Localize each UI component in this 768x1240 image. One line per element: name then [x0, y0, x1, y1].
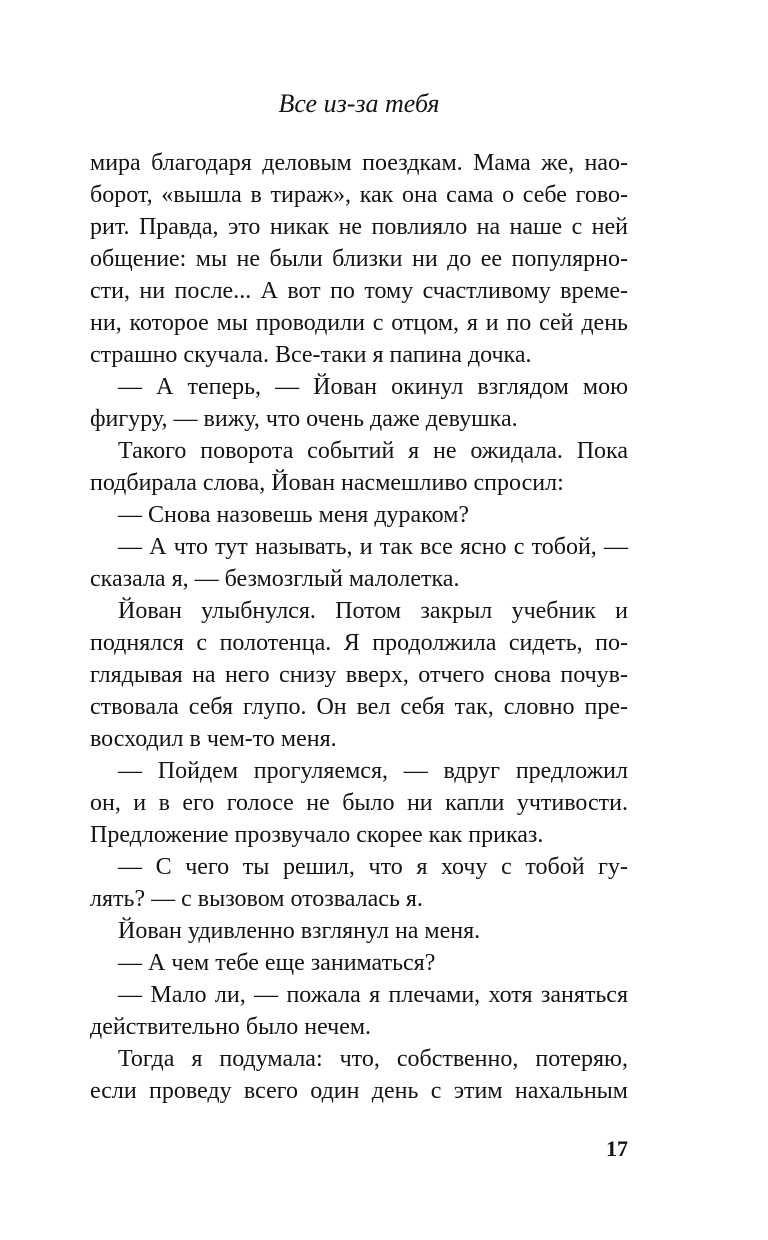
text-line: — С чего ты решил, что я хочу с тобой гу-: [118, 854, 628, 880]
text-line: мира благодаря деловым поездкам. Мама же, нао-: [90, 150, 628, 176]
text-line: общение: мы не были близки ни до ее популярно-: [90, 246, 628, 272]
text-line: — А теперь, — Йован окинул взглядом мою: [118, 374, 628, 400]
paragraph: [90, 595, 628, 755]
paragraph: [90, 851, 628, 915]
text-line: Йован удивленно взглянул на меня.: [118, 918, 481, 944]
text-line: глядывая на него снизу вверх, отчего снова почув-: [90, 662, 628, 688]
text-line: поднялся с полотенца. Я продолжила сидеть, по-: [90, 630, 628, 656]
text-line: действительно было нечем.: [90, 1014, 372, 1040]
paragraph: [90, 947, 628, 979]
text-line: Йован улыбнулся. Потом закрыл учебник и: [118, 598, 628, 624]
text-line: Такого поворота событий я не ожидала. Пока: [118, 438, 628, 464]
text-line: сти, ни после... А вот по тому счастливому време-: [90, 278, 628, 304]
paragraph: [90, 755, 628, 851]
text-line: — А что тут называть, и так все ясно с тобой, —: [118, 534, 628, 560]
text-line: рит. Правда, это никак не повлияло на наше с ней: [90, 214, 628, 240]
text-line: Предложение прозвучало скорее как приказ.: [90, 822, 544, 848]
paragraph: [90, 499, 628, 531]
paragraph: [90, 531, 628, 595]
text-line: — Мало ли, — пожала я плечами, хотя заняться: [118, 982, 628, 1008]
text-line: фигуру, — вижу, что очень даже девушка.: [90, 406, 518, 432]
text-line: ни, которое мы проводили с отцом, я и по сей день: [90, 310, 628, 336]
text-line: восходил в чем-то меня.: [90, 726, 337, 752]
text-line: страшно скучала. Все-таки я папина дочка.: [90, 342, 532, 368]
text-body: [90, 147, 628, 1107]
paragraph: [90, 915, 628, 947]
paragraph: [90, 147, 628, 371]
paragraph: [90, 435, 628, 499]
text-line: если проведу всего один день с этим нахальным: [90, 1078, 628, 1104]
paragraph: [90, 979, 628, 1043]
text-line: подбирала слова, Йован насмешливо спросил:: [90, 470, 564, 496]
text-line: сказала я, — безмозглый малолетка.: [90, 566, 460, 592]
text-line: — А чем тебе еще заниматься?: [118, 950, 436, 976]
text-line: ствовала себя глупо. Он вел себя так, словно пре-: [90, 694, 628, 720]
page-number: 17: [606, 1136, 628, 1161]
text-line: — Пойдем прогуляемся, — вдруг предложил: [118, 758, 628, 784]
paragraph: [90, 1043, 628, 1107]
text-line: — Снова назовешь меня дураком?: [118, 502, 470, 528]
text-line: борот, «вышла в тираж», как она сама о себе гово-: [90, 182, 628, 208]
text-line: лять? — с вызовом отозвалась я.: [90, 886, 423, 912]
text-line: он, и в его голосе не было ни капли учтивости.: [90, 790, 628, 816]
text-line: Тогда я подумала: что, собственно, потеряю,: [118, 1046, 628, 1072]
running-header: Все из-за тебя: [278, 89, 440, 118]
paragraph: [90, 371, 628, 435]
